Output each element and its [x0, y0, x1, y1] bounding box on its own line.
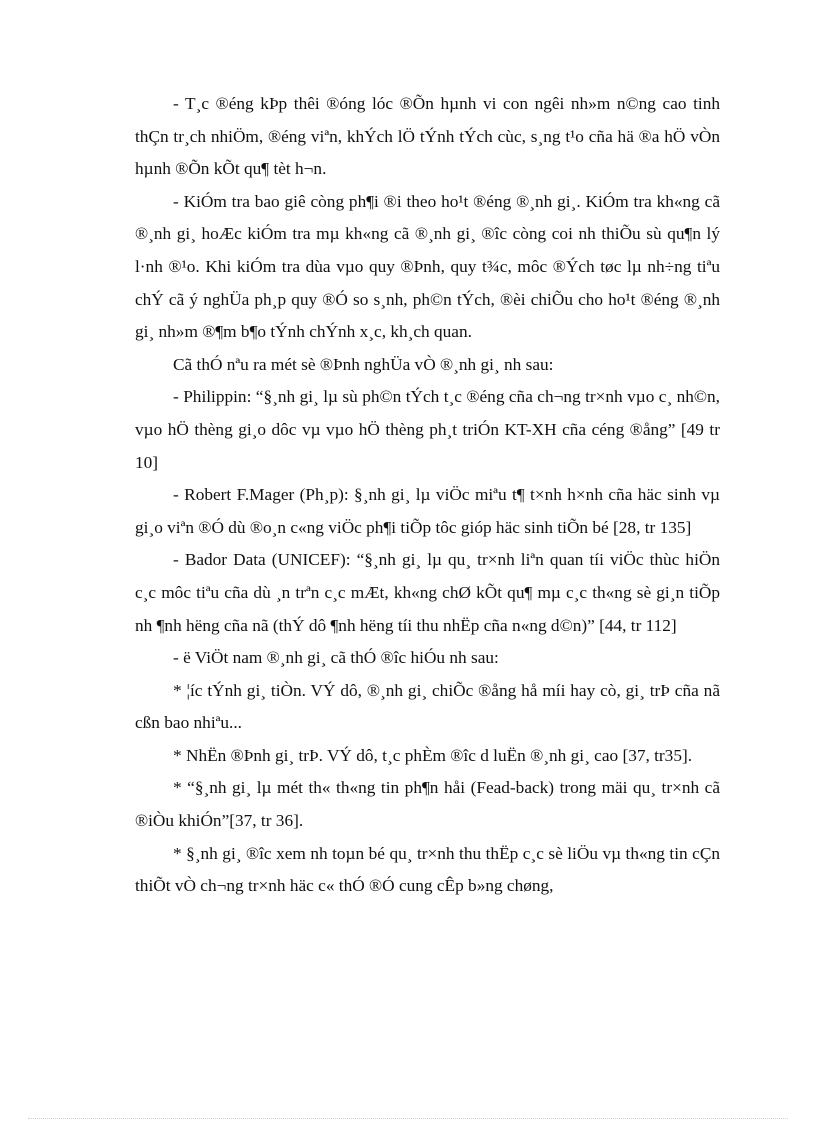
document-body	[135, 88, 720, 903]
paragraph-process: * §¸nh gi¸ ®îc xem nh toµn bé qu¸ tr×nh thu thËp c¸c sè liÖu vµ th«ng tin cÇn thiÕt vÒ ch¬ng tr×nh häc c« thÓ ®Ó cung cÊp b»ng chøng,	[135, 843, 720, 896]
paragraph-vietnam: - ë ViÖt nam ®¸nh gi¸ cã thÓ ®îc hiÓu nh sau:	[173, 648, 499, 668]
paragraph-price-estimate: * ¦íc tÝnh gi¸ tiÒn. VÝ dô, ®¸nh gi¸ chiÕc ®ång hå míi hay cò, gi¸ trÞ cña nã cßn bao nhiªu...	[135, 680, 720, 733]
paragraph-bador-data: - Bador Data (UNICEF): “§¸nh gi¸ lµ qu¸ tr×nh liªn quan tíi viÖc thùc hiÖn c¸c môc tiªu cña dù ¸n trªn c¸c mÆt, kh«ng chØ kÕt qu¶ mµ c¸c th«ng sè gi¸n tiÕp nh ¶nh hëng cña nã (thÝ dô ¶nh hëng tíi thu nhËp cña n«ng d©n)” [44, tr 112]	[135, 550, 720, 635]
paragraph-robert-mager: - Robert F.Mager (Ph¸p): §¸nh gi¸ lµ viÖc miªu t¶ t×nh h×nh cña häc sinh vµ gi¸o viªn ®Ó dù ®o¸n c«ng viÖc ph¶i tiÕp tôc gióp häc sinh tiÕn bé [28, tr 135]	[135, 485, 720, 537]
paragraph-definitions-intro: Cã thÓ nªu ra mét sè ®Þnh nghÜa vÒ ®¸nh gi¸ nh sau:	[173, 354, 554, 374]
paragraph-philippin: - Philippin: “§¸nh gi¸ lµ sù ph©n tÝch t¸c ®éng cña ch¬ng tr×nh vµo c¸ nh©n, vµo hÖ thèng gi¸o dôc vµ vµo hÖ thèng ph¸t triÓn KT-XH cña céng ®ång” [49 tr 10]	[135, 387, 720, 472]
page-bottom-divider	[28, 1118, 788, 1119]
paragraph-value-judgment: * NhËn ®Þnh gi¸ trÞ. VÝ dô, t¸c phÈm ®îc d luËn ®¸nh gi¸ cao [37, tr35].	[173, 745, 693, 765]
paragraph-timely-impact: - T¸c ®éng kÞp thêi ®óng lóc ®Õn hµnh vi con ngêi nh»m n©ng cao tinh thÇn tr¸ch nhiÖm, ®éng viªn, khÝch lÖ tÝnh tÝch cùc, s¸ng t¹o cña hä ®a hÖ vÒn hµnh ®Õn kÕt qu¶ tèt h¬n.	[135, 94, 720, 179]
paragraph-inspection: - KiÓm tra bao giê còng ph¶i ®i theo ho¹t ®éng ®¸nh gi¸. KiÓm tra kh«ng cã ®¸nh gi¸ hoÆc kiÓm tra mµ kh«ng cã ®¸nh gi¸ ®îc còng coi nh thiÕu sù qu¶n lý l·nh ®¹o. Khi kiÓm tra dùa vµo quy ®Þnh, quy t¾c, môc ®Ých tøc lµ nh÷ng tiªu chÝ cã ý nghÜa ph¸p quy ®Ó so s¸nh, ph©n tÝch, ®èi chiÕu cho ho¹t ®éng ®¸nh gi¸ nh»m ®¶m b¶o tÝnh chÝnh x¸c, kh¸ch quan.	[135, 191, 720, 342]
paragraph-feedback: * “§¸nh gi¸ lµ mét th« th«ng tin ph¶n håi (Fead-back) trong mäi qu¸ tr×nh cã ®iÒu khiÓn”[37, tr 36].	[135, 778, 720, 831]
